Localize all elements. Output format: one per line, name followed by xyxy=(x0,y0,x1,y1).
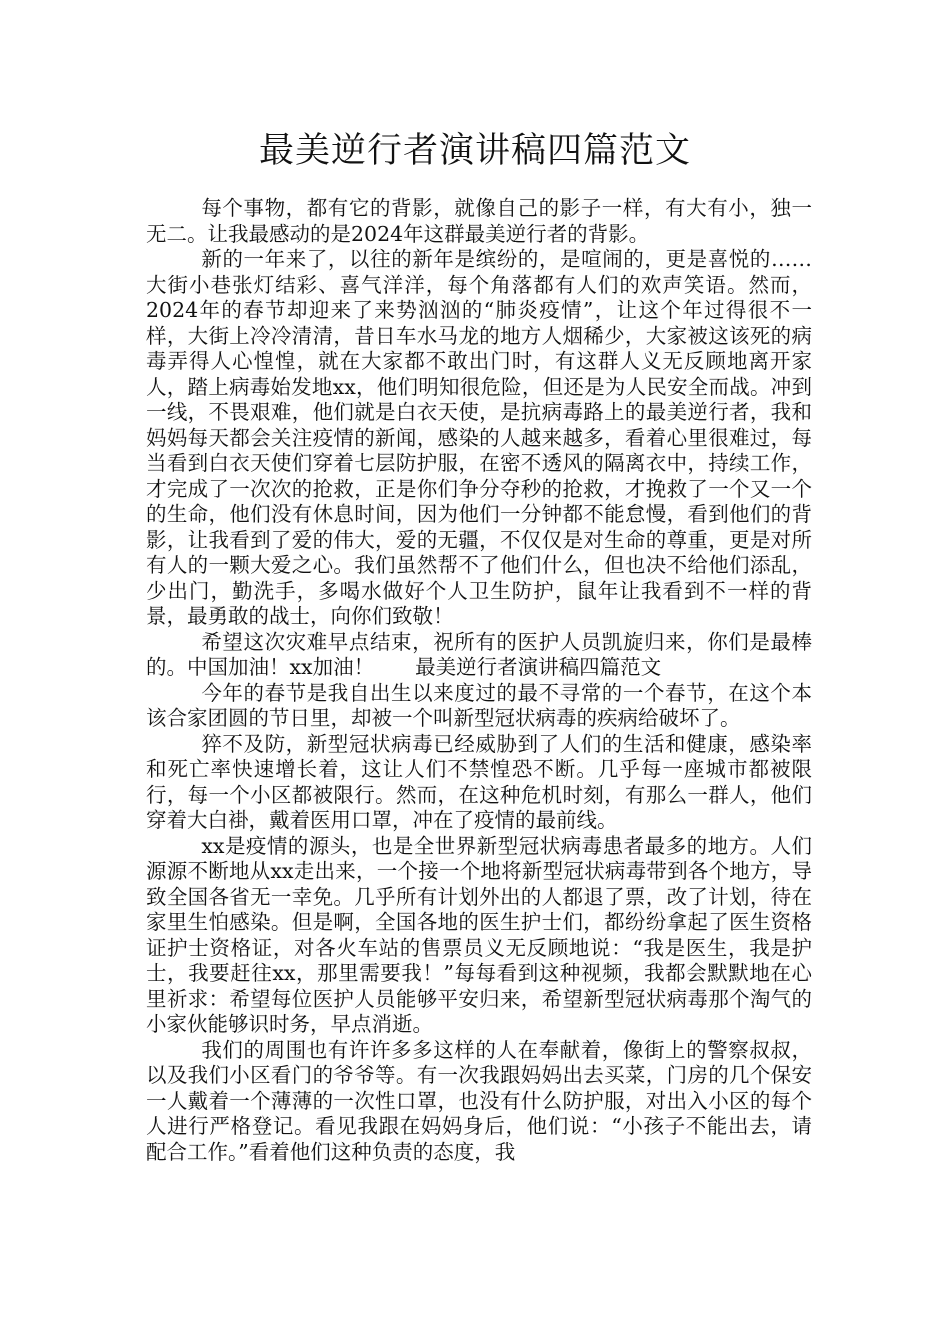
paragraph: 猝不及防，新型冠状病毒已经威胁到了人们的生活和健康，感染率和死亡率快速增长着，这让人们不禁惶恐不断。几乎每一座城市都被限行，每一个小区都被限行。然而，在这种危机时刻，有那么一群人，他们穿着大白褂，戴着医用口罩，冲在了疫情的最前线。 xyxy=(146,731,812,832)
paragraph: 希望这次灾难早点结束，祝所有的医护人员凯旋归来，你们是最棒的。中国加油！xx加油！ 最美逆行者演讲稿四篇范文 xyxy=(146,629,812,679)
document-body xyxy=(146,196,812,1165)
document-title: 最美逆行者演讲稿四篇范文 xyxy=(258,131,691,171)
paragraph: 新的一年来了，以往的新年是缤纷的，是喧闹的，更是喜悦的……大街小巷张灯结彩、喜气洋洋，每个角落都有人们的欢声笑语。然而，2024年的春节却迎来了来势汹汹的“肺炎疫情”，让这个年过得很不一样，大街上冷冷清清，昔日车水马龙的地方人烟稀少，大家被这该死的病毒弄得人心惶惶，就在大家都不敢出门时，有这群人义无反顾地离开家人，踏上病毒始发地xx，他们明知很危险，但还是为人民安全而战。冲到一线，不畏艰难，他们就是白衣天使，是抗病毒路上的最美逆行者，我和妈妈每天都会关注疫情的新闻，感染的人越来越多，看着心里很难过，每当看到白衣天使们穿着七层防护服，在密不透风的隔离衣中，持续工作，才完成了一次次的抢救，正是你们争分夺秒的抢救，才挽救了一个又一个的生命，他们没有休息时间，因为他们一分钟都不能怠慢，看到他们的背影，让我看到了爱的伟大，爱的无疆，不仅仅是对生命的尊重，更是对所有人的一颗大爱之心。我们虽然帮不了他们什么，但也决不给他们添乱，少出门，勤洗手，多喝水做好个人卫生防护，鼠年让我看到不一样的背景，最勇敢的战士，向你们致敬！ xyxy=(146,247,812,628)
paragraph: 今年的春节是我自出生以来度过的最不寻常的一个春节，在这个本该合家团圆的节日里，却被一个叫新型冠状病毒的疾病给破坏了。 xyxy=(146,680,812,730)
paragraph: 我们的周围也有许许多多这样的人在奉献着，像街上的警察叔叔，以及我们小区看门的爷爷等。有一次我跟妈妈出去买菜，门房的几个保安一人戴着一个薄薄的一次性口罩，也没有什么防护服，对出入小区的每个人进行严格登记。看见我跟在妈妈身后，他们说：“小孩子不能出去，请配合工作。”看着他们这种负责的态度，我 xyxy=(146,1037,812,1164)
paragraph: 每个事物，都有它的背影，就像自己的影子一样，有大有小，独一无二。让我最感动的是2024年这群最美逆行者的背影。 xyxy=(146,196,812,246)
paragraph: xx是疫情的源头，也是全世界新型冠状病毒患者最多的地方。人们源源不断地从xx走出来，一个接一个地将新型冠状病毒带到各个地方，导致全国各省无一幸免。几乎所有计划外出的人都退了票，改了计划，待在家里生怕感染。但是啊，全国各地的医生护士们，都纷纷拿起了医生资格证护士资格证，对各火车站的售票员义无反顾地说：“我是医生，我是护士，我要赶往xx，那里需要我！”每每看到这种视频，我都会默默地在心里祈求：希望每位医护人员能够平安归来，希望新型冠状病毒那个淘气的小家伙能够识时务，早点消逝。 xyxy=(146,833,812,1036)
